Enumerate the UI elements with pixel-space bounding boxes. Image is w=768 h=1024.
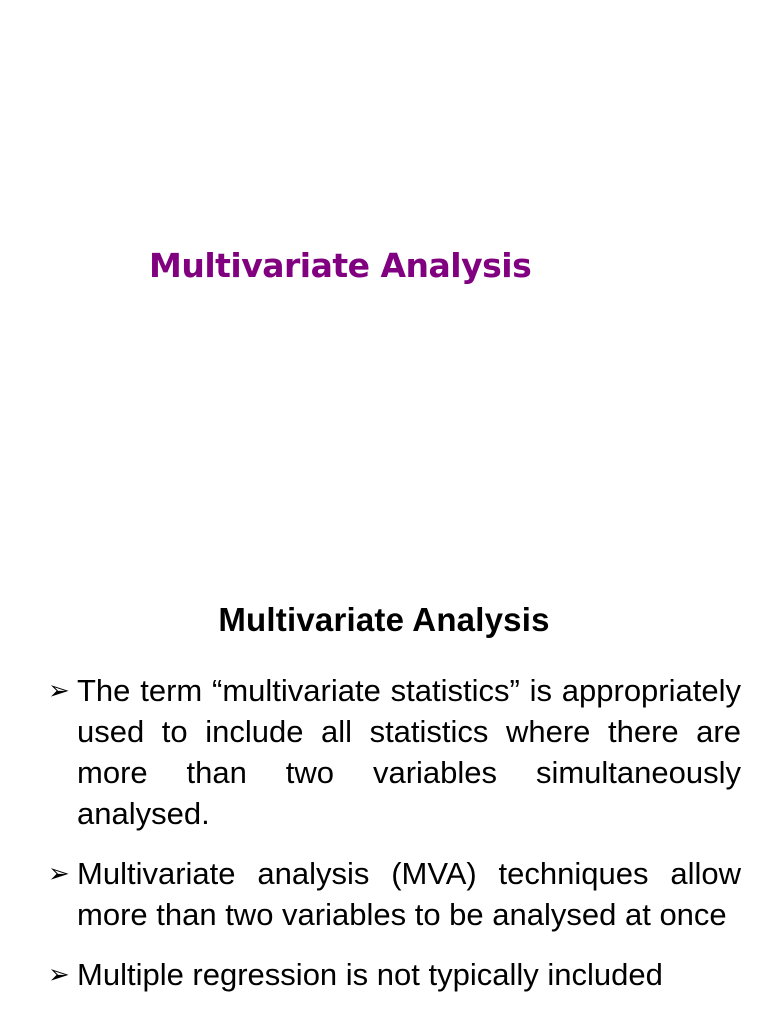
bullet-item (46, 954, 741, 995)
bullet-text: Multiple regression is not typically included (77, 957, 663, 992)
bullet-item (46, 670, 741, 834)
bullet-text: The term “multivariate statistics” is appropriately used to include all statistics where there are more than two variables simultaneously analysed. (77, 673, 741, 831)
arrow-bullet-icon: ➢ (48, 675, 70, 705)
slide-content (0, 576, 768, 1024)
bullet-text: Multivariate analysis (MVA) techniques allow more than two variables to be analysed at once (77, 856, 741, 932)
slide-content-heading: Multivariate Analysis (218, 601, 550, 638)
arrow-bullet-icon: ➢ (48, 858, 70, 888)
arrow-bullet-icon: ➢ (48, 959, 70, 989)
bullet-list (46, 670, 741, 1014)
slide-title-heading: Multivariate Analysis (149, 246, 532, 285)
bullet-item (46, 853, 741, 935)
